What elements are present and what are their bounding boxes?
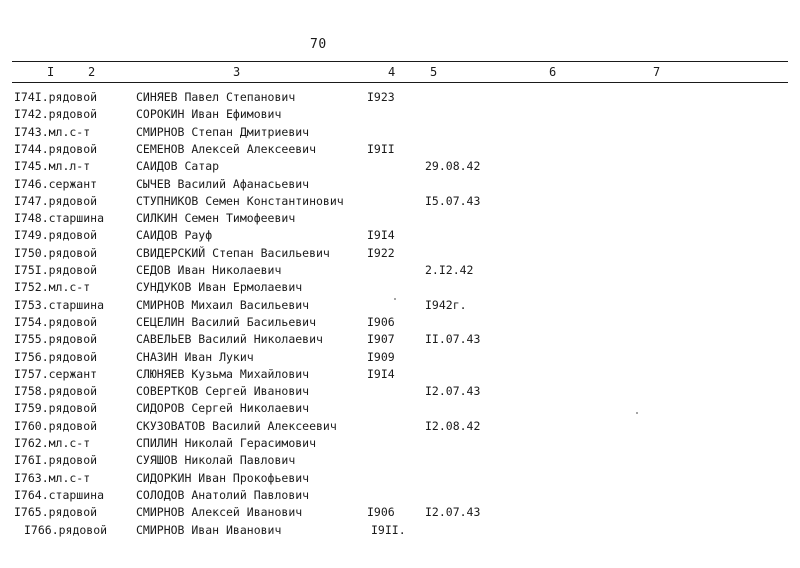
row-number-rank: I762.мл.с-т — [14, 436, 91, 450]
row-full-name: СЫЧЕВ Василий Афанасьевич — [136, 176, 310, 191]
table-row — [0, 245, 800, 262]
row-full-name: СИНЯЕВ Павел Степанович — [136, 90, 296, 104]
row-number-rank: I753.старшина — [14, 297, 105, 312]
table-row — [0, 193, 800, 210]
row-number-rank: I763.мл.с-т — [14, 470, 91, 485]
header-col-2: 2 — [88, 65, 96, 79]
row-number-rank: I748.старшина — [14, 211, 105, 226]
row-birth-year: I909 — [367, 349, 395, 364]
row-full-name: СКУЗОВАТОВ Василий Алексеевич — [136, 418, 337, 433]
row-full-name: САВЕЛЬЕВ Василий Николаевич — [136, 332, 323, 347]
row-number-rank: I745.мл.л-т — [14, 159, 91, 174]
table-row — [0, 349, 800, 366]
row-number-rank: I755.рядовой — [14, 332, 98, 347]
row-number-rank: I752.мл.с-т — [14, 280, 91, 295]
table-row — [0, 452, 800, 469]
row-number-rank: I760.рядовой — [14, 418, 98, 433]
row-number-rank: I746.сержант — [14, 176, 98, 191]
row-number-rank: I74I.рядовой — [14, 90, 98, 104]
row-date: I2.07.43 — [425, 505, 481, 520]
row-number-rank: I749.рядовой — [14, 228, 98, 243]
table-row — [0, 227, 800, 244]
row-full-name: СОВЕРТКОВ Сергей Иванович — [136, 384, 310, 399]
row-birth-year: I906 — [367, 505, 395, 520]
row-birth-year: I9I4 — [367, 228, 395, 243]
table-row — [0, 158, 800, 175]
row-full-name: САИДОВ Сатар — [136, 159, 220, 174]
row-number-rank: I743.мл.с-т — [14, 124, 91, 139]
row-full-name: СИДОРКИН Иван Прокофьевич — [136, 470, 310, 485]
table-row — [0, 89, 800, 106]
row-full-name: СМИРНОВ Михаил Васильевич — [136, 297, 310, 312]
row-birth-year: I922 — [367, 245, 395, 260]
row-number-rank: I76I.рядовой — [14, 453, 98, 468]
table-row — [0, 435, 800, 452]
header-col-3: 3 — [233, 65, 241, 79]
table-row — [0, 331, 800, 348]
row-full-name: СОРОКИН Иван Ефимович — [136, 107, 282, 122]
row-date: I2.07.43 — [425, 384, 481, 399]
table-row — [0, 279, 800, 296]
table-row — [0, 262, 800, 279]
row-date: II.07.43 — [425, 332, 481, 347]
row-date: 29.08.42 — [425, 159, 481, 174]
row-number-rank: I766.рядовой — [24, 522, 108, 537]
row-full-name: СУЯШОВ Николай Павлович — [136, 453, 296, 468]
row-birth-year: I923 — [367, 90, 395, 104]
table-row — [0, 314, 800, 331]
table-row — [0, 400, 800, 417]
row-number-rank: I742.рядовой — [14, 107, 98, 122]
header-col-7: 7 — [653, 65, 661, 79]
row-full-name: СЕЦЕЛИН Василий Басильевич — [136, 314, 317, 329]
row-number-rank: I765.рядовой — [14, 505, 98, 520]
row-full-name: СИЛКИН Семен Тимофеевич — [136, 211, 296, 226]
row-full-name: СМИРНОВ Иван Иванович — [136, 522, 282, 537]
header-col-5: 5 — [430, 65, 438, 79]
row-number-rank: I747.рядовой — [14, 193, 98, 208]
table-row — [0, 504, 800, 521]
row-full-name: СТУПНИКОВ Семен Константинович — [136, 193, 344, 208]
page-number: 70 — [310, 37, 327, 52]
header-col-6: 6 — [549, 65, 557, 79]
row-full-name: СУНДУКОВ Иван Ермолаевич — [136, 280, 303, 295]
header-col-4: 4 — [388, 65, 396, 79]
row-full-name: СМИРНОВ Алексей Иванович — [136, 505, 303, 520]
row-full-name: СОЛОДОВ Анатолий Павлович — [136, 487, 310, 502]
table-row — [0, 106, 800, 123]
row-number-rank: I757.сержант — [14, 366, 98, 381]
page-speck — [636, 412, 638, 414]
row-date: 2.I2.42 — [425, 263, 474, 277]
row-birth-year: I9I4 — [367, 366, 395, 381]
header-bottom-rule — [12, 82, 788, 83]
table-row — [0, 176, 800, 193]
row-full-name: СЛЮНЯЕВ Кузьма Михайлович — [136, 366, 310, 381]
row-birth-year: I9II. — [371, 522, 406, 537]
row-full-name: СПИЛИН Николай Герасимович — [136, 436, 317, 450]
row-number-rank: I756.рядовой — [14, 349, 98, 364]
table-row — [0, 470, 800, 487]
row-number-rank: I744.рядовой — [14, 141, 98, 156]
row-full-name: СНАЗИН Иван Лукич — [136, 349, 254, 364]
page-speck — [394, 298, 396, 300]
row-full-name: СЕМЕНОВ Алексей Алексеевич — [136, 141, 317, 156]
row-date: I2.08.42 — [425, 418, 481, 433]
table-row — [0, 297, 800, 314]
row-number-rank: I759.рядовой — [14, 401, 98, 416]
table-row — [0, 124, 800, 141]
row-number-rank: I758.рядовой — [14, 384, 98, 399]
header-top-rule — [12, 61, 788, 62]
table-row — [0, 210, 800, 227]
row-date: I5.07.43 — [425, 193, 481, 208]
row-number-rank: I764.старшина — [14, 487, 105, 502]
table-row — [0, 522, 800, 539]
row-birth-year: I906 — [367, 314, 395, 329]
row-full-name: СМИРНОВ Степан Дмитриевич — [136, 124, 310, 139]
row-number-rank: I750.рядовой — [14, 245, 98, 260]
row-full-name: СВИДЕРСКИЙ Степан Васильевич — [136, 245, 330, 260]
row-full-name: САИДОВ Рауф — [136, 228, 213, 243]
row-birth-year: I9II — [367, 141, 395, 156]
table-row — [0, 418, 800, 435]
row-number-rank: I75I.рядовой — [14, 263, 98, 277]
table-row — [0, 487, 800, 504]
row-birth-year: I907 — [367, 332, 395, 347]
table-row — [0, 366, 800, 383]
table-row — [0, 141, 800, 158]
row-full-name: СЕДОВ Иван Николаевич — [136, 263, 282, 277]
header-col-1: I — [47, 65, 55, 79]
table-row — [0, 383, 800, 400]
row-number-rank: I754.рядовой — [14, 314, 98, 329]
row-date: I942г. — [425, 297, 467, 312]
row-full-name: СИДОРОВ Сергей Николаевич — [136, 401, 310, 416]
